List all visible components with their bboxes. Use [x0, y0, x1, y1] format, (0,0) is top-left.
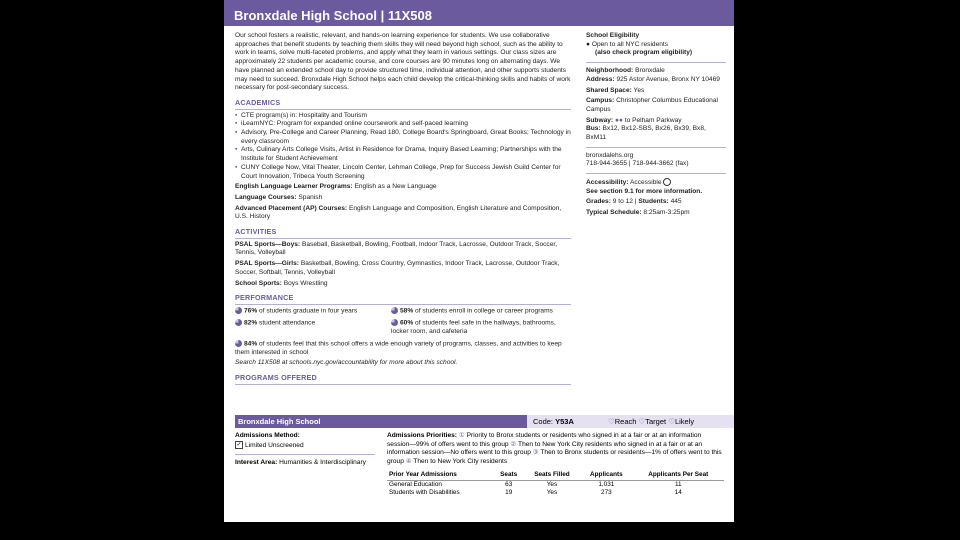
priority-2: Then to New York City residents who signed in at a fair or at an information session—No offers went to this group — [387, 440, 703, 457]
school-sports — [235, 280, 571, 289]
accessibility-value: Accessible — [629, 178, 662, 186]
students-value: 445 — [670, 198, 682, 206]
grades-label: Grades: — [586, 198, 611, 206]
program-title-bar: Bronxdale High School — [235, 415, 528, 428]
ap-value: English Language and Composition, English Literature and Composition, U.S. History — [235, 204, 562, 221]
address — [586, 76, 726, 85]
performance-item — [235, 307, 385, 316]
performance-text: of students graduate in four years — [259, 307, 358, 315]
interest-area-value: Humanities & Interdisciplinary — [279, 459, 366, 467]
table-header: Seats — [494, 471, 524, 480]
academics-item: ▪ Arts, Culinary Arts College Visits, Artist in Residence for Drama, Inquiry Based Learning; Partnerships with the Institute for Student Achievement — [235, 146, 571, 163]
directory-page — [224, 0, 734, 522]
pie-chart-icon — [391, 319, 398, 326]
eligibility-line — [586, 41, 726, 50]
schedule — [586, 209, 726, 218]
bus-label: Bus: — [586, 125, 601, 133]
page-header — [224, 0, 734, 26]
neighborhood — [586, 67, 726, 76]
priority-1: Priority to Bronx students or residents who signed in at a fair or at an information session—99% of offers went to this group — [387, 432, 702, 448]
accessibility — [586, 178, 726, 187]
performance-pct: 76% — [244, 307, 258, 315]
eligibility-text: Open to all NYC residents — [591, 40, 669, 48]
address-value: 925 Astor Avenue, Bronx NY 10469 — [616, 75, 720, 83]
bus — [586, 125, 726, 142]
performance-pct: 60% — [400, 319, 414, 327]
eligibility-note: (also check program eligibility) — [595, 49, 693, 57]
admissions-method — [235, 441, 375, 450]
performance-text: of students feel safe in the hallways, bathrooms, locker room, and cafeteria — [391, 319, 556, 335]
school-sports-label: School Sports: — [235, 279, 282, 287]
table-cell: 1,031 — [598, 480, 615, 488]
campus — [586, 97, 726, 114]
priority-3-icon: ③ — [532, 449, 539, 457]
priority-3: Then to Bronx students or residents—1% of offers went to this group — [387, 449, 722, 466]
apple-icon: ● — [586, 40, 590, 48]
table-cell: 11 — [674, 480, 682, 488]
website-link[interactable]: bronxdalehs.org — [586, 151, 634, 159]
priorities-label: Admissions Priorities: — [387, 432, 457, 439]
table-cell: 19 — [505, 489, 513, 497]
pie-chart-icon — [235, 340, 242, 347]
subway-line-icon: ● — [618, 116, 623, 124]
program-code-label: Code: — [533, 417, 554, 426]
intro-paragraph: Our school fosters a realistic, relevant, and hands-on learning experience for students. We use collaborative approaches that benefit students by teaching them skills they will need beyond high school, such as the ability to work in teams, solve multi-faceted problems, and apply what they learn in various settings. Our class sizes are approximately 22 students per academic course, and core courses are 90 minutes long on alternating days. We have planned an extended school day to provide structured time, individual attention, and other supports students may need to succeed. Bronxdale High School helps each child develop the critical-thinking skills and habits of work necessary for post-secondary success. — [235, 32, 571, 92]
program-code — [527, 415, 611, 428]
ap-label: Advanced Placement (AP) Courses: — [235, 204, 348, 212]
wheelchair-icon — [663, 178, 671, 186]
psal-boys — [235, 241, 571, 258]
ell-value: English as a New Language — [354, 183, 437, 191]
performance-item — [391, 307, 571, 316]
search-note: Search 11X508 at schools.nyc.gov/accountability for more about this school. — [235, 359, 458, 367]
campus-value: Christopher Columbus Educational Campus — [586, 97, 718, 113]
ap-courses — [235, 205, 571, 222]
left-column — [235, 32, 571, 387]
academics-item: ▪ CUNY College Now, Vital Theater, Lincoln Center, Lehman College, Prep for Success Jewish Guild Center for Court Innovation, Tribeca Youth Screening — [235, 164, 571, 181]
schedule-value: 8:25am-3:25pm — [643, 209, 690, 216]
psal-girls — [235, 260, 571, 277]
pie-chart-icon — [235, 319, 242, 326]
students-label: Students: — [638, 198, 669, 206]
table-header: Seats Filled — [524, 471, 580, 480]
heart-icon: ♡ — [668, 417, 675, 426]
psal-boys-label: PSAL Sports—Boys: — [235, 240, 301, 248]
performance-heading: PERFORMANCE — [235, 294, 571, 305]
performance-text: of students feel that this school offers a wide enough variety of programs, classes, and activities to keep them interested in school — [235, 339, 562, 356]
program-code-value: Y53A — [555, 417, 574, 426]
table-header: Prior Year Admissions — [387, 471, 494, 480]
language-value: Spanish — [298, 193, 323, 201]
chance-target: Target — [645, 417, 667, 426]
table-header-row — [387, 471, 724, 480]
table-cell: 273 — [601, 489, 612, 497]
subway-value: to Pelham Parkway — [624, 116, 682, 124]
academics-item: ▪ Advisory, Pre-College and Career Planning, Read 180, College Board's Springboard, Great Books; Technology in every classroom — [235, 129, 571, 146]
academics-item: ▪ iLearnNYC: Program for expanded online coursework and self-paced learning — [235, 120, 571, 129]
accessibility-note: See section 9.1 for more information. — [586, 187, 703, 195]
priority-2-icon: ② — [510, 440, 517, 448]
performance-item — [235, 340, 571, 358]
priority-4: Then to New York City residents — [413, 458, 508, 466]
table-cell: General Education — [389, 480, 442, 488]
academics-heading: ACADEMICS — [235, 99, 571, 110]
divider — [586, 62, 726, 63]
interest-area-label: Interest Area: — [235, 459, 278, 467]
table-cell: Yes — [546, 480, 558, 488]
phone-number: 718-944-3655 — [586, 160, 628, 168]
performance-item — [391, 319, 571, 337]
table-row — [387, 489, 724, 498]
interest-area — [235, 459, 375, 468]
phone-line: 718-944-3655 | 718-944-3662 (fax) — [586, 160, 689, 168]
language-label: Language Courses: — [235, 193, 297, 201]
ell-programs — [235, 183, 571, 192]
program-left — [235, 432, 375, 468]
checkbox-icon: ✓ — [236, 441, 242, 448]
divider — [235, 454, 375, 455]
language-courses — [235, 194, 571, 203]
neighborhood-value: Bronxdale — [635, 67, 665, 75]
performance-item — [235, 319, 385, 337]
subway-label: Subway: — [586, 116, 614, 124]
subway-line-icon: ● — [614, 116, 619, 124]
table-header: Applicants — [580, 471, 632, 480]
program-right — [387, 432, 724, 498]
shared-space-value: Yes — [633, 86, 645, 94]
psal-girls-value: Basketball, Bowling, Cross Country, Gymnastics, Indoor Track, Lacrosse, Outdoor Track, Soccer, Softball, Tennis, Volleyball — [235, 260, 560, 276]
admissions-table — [387, 471, 724, 498]
programs-heading: PROGRAMS OFFERED — [235, 374, 571, 385]
ell-label: English Language Learner Programs: — [235, 183, 353, 191]
chance-indicators — [604, 415, 734, 428]
activities-heading: ACTIVITIES — [235, 228, 571, 239]
performance-pct: 58% — [400, 307, 414, 315]
eligibility-heading: School Eligibility — [586, 32, 640, 39]
fax-number: 718-944-3662 (fax) — [632, 160, 689, 168]
shared-space — [586, 87, 726, 96]
chance-likely: Likely — [674, 417, 695, 426]
accessibility-label: Accessibility: — [586, 178, 629, 186]
grades-value: 9 to 12 — [612, 198, 633, 206]
priority-4-icon: ④ — [405, 458, 412, 466]
neighborhood-label: Neighborhood: — [586, 67, 634, 75]
right-column — [586, 32, 726, 218]
schedule-label: Typical Schedule: — [586, 209, 642, 216]
table-cell: 63 — [505, 480, 513, 488]
performance-pct: 82% — [244, 319, 258, 327]
pie-chart-icon — [235, 307, 242, 314]
bus-value: Bx12, Bx12-SBS, Bx26, Bx39, Bx8, BxM11 — [586, 125, 706, 142]
performance-pct: 84% — [244, 339, 258, 347]
subway — [586, 117, 726, 126]
psal-boys-value: Baseball, Basketball, Bowling, Football, Indoor Track, Lacrosse, Outdoor Track, Soccer, Tennis, Volleyball — [235, 240, 558, 257]
shared-space-label: Shared Space: — [586, 86, 632, 94]
table-cell: Yes — [546, 489, 558, 497]
table-row — [387, 480, 724, 489]
address-label: Address: — [586, 75, 615, 83]
table-header: Applicants Per Seat — [633, 471, 724, 480]
school-sports-value: Boys Wrestling — [283, 279, 328, 287]
divider — [586, 147, 726, 148]
chance-reach: Reach — [614, 417, 637, 426]
table-cell: Students with Disabilities — [389, 489, 460, 497]
grades-students: Grades: 9 to 12 | Students: 445 — [586, 198, 682, 206]
academics-item: ▪ CTE program(s) in: Hospitality and Tourism — [235, 112, 571, 121]
table-cell: 14 — [674, 489, 682, 497]
performance-text: of students enroll in college or career programs — [415, 307, 553, 315]
priority-1-icon: ① — [458, 432, 465, 439]
performance-grid — [235, 307, 571, 357]
admissions-method-value: Limited Unscreened — [245, 441, 304, 449]
heart-icon: ♡ — [608, 417, 615, 426]
performance-text: student attendance — [259, 319, 316, 327]
campus-label: Campus: — [586, 97, 615, 105]
pie-chart-icon — [391, 307, 398, 314]
psal-girls-label: PSAL Sports—Girls: — [235, 260, 299, 268]
admissions-priorities — [387, 432, 724, 467]
divider — [586, 173, 726, 174]
admissions-method-label: Admissions Method: — [235, 432, 300, 439]
heart-icon: ♡ — [638, 417, 646, 426]
page-title: Bronxdale High School | 11X508 — [234, 8, 432, 23]
